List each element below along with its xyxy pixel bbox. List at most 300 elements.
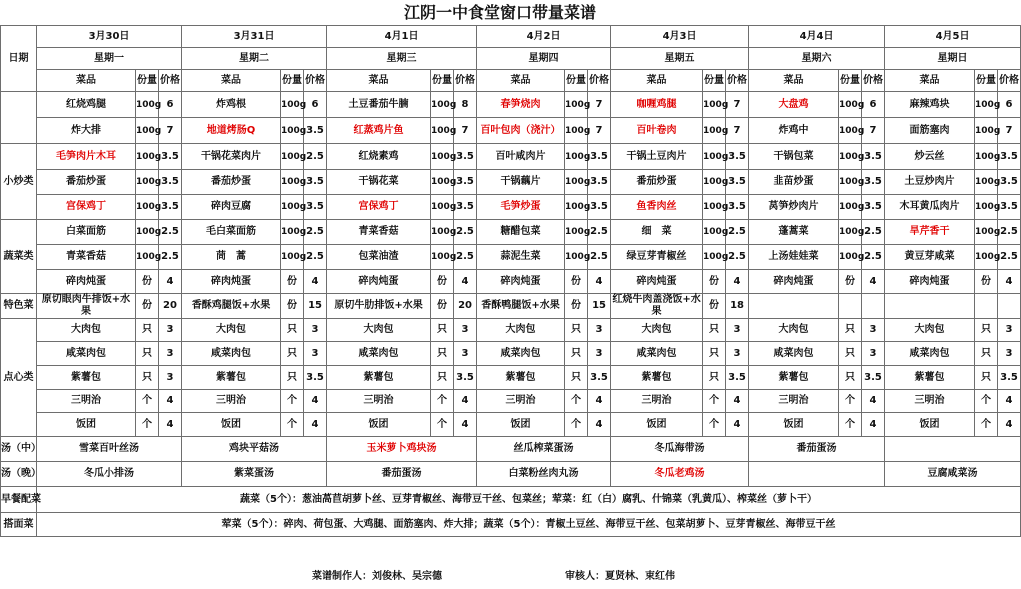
dish-price: 3 (998, 342, 1021, 366)
qty-header: 份量 (281, 70, 304, 92)
dish-name: 面筋塞肉 (885, 118, 975, 144)
dish-name (885, 294, 975, 319)
dish-price: 2.5 (159, 220, 182, 245)
dish-quantity: 100g (136, 220, 159, 245)
dish-name: 干锅包菜 (749, 144, 839, 170)
dish-quantity: 100g (565, 118, 588, 144)
dish-price: 3.5 (454, 195, 477, 220)
table-row (1, 319, 1021, 342)
price-header: 价格 (304, 70, 327, 92)
dish-name: 青菜香菇 (327, 220, 431, 245)
soup-item: 鸡块平菇汤 (182, 437, 327, 462)
dish-name: 碎肉炖蛋 (749, 270, 839, 294)
dish-quantity: 100g (703, 245, 726, 270)
dish-price: 3.5 (726, 170, 749, 195)
dish-quantity: 份 (431, 270, 454, 294)
date-header: 4月4日 (749, 26, 885, 48)
soup-item: 冬瓜海带汤 (611, 437, 749, 462)
breakfast-sides: 蔬菜（5个）：葱油萵苣胡萝卜丝、豆芽青椒丝、海带豆干丝、包菜丝；荤菜：红（白）腐乳、什锦菜（乳黄瓜）、榨菜丝（萝卜干） (37, 487, 1021, 513)
dish-quantity: 份 (565, 270, 588, 294)
soup-label: 汤（中） (1, 437, 37, 462)
price-header: 价格 (726, 70, 749, 92)
dish-name: 大肉包 (182, 319, 281, 342)
dish-quantity: 个 (839, 390, 862, 413)
dish-quantity: 只 (839, 366, 862, 390)
dish-quantity: 100g (565, 144, 588, 170)
dish-name: 红烧鸡腿 (37, 92, 136, 118)
dish-name: 紫薯包 (885, 366, 975, 390)
table-row (1, 170, 1021, 195)
dish-price: 2.5 (454, 220, 477, 245)
category-label: 特色菜 (1, 294, 37, 319)
category-label: 小炒类 (1, 144, 37, 220)
dish-price: 6 (862, 92, 885, 118)
dish-name: 碎肉炖蛋 (37, 270, 136, 294)
dish-name: 碎肉炖蛋 (611, 270, 703, 294)
dish-quantity: 100g (281, 118, 304, 144)
dish-name: 大盘鸡 (749, 92, 839, 118)
dish-name: 大肉包 (749, 319, 839, 342)
dish-price: 3 (862, 342, 885, 366)
dish-price: 3.5 (862, 144, 885, 170)
dish-quantity: 只 (703, 366, 726, 390)
dish-price: 4 (304, 413, 327, 437)
price-header: 价格 (588, 70, 611, 92)
dish-quantity: 100g (839, 92, 862, 118)
dish-price: 3.5 (862, 366, 885, 390)
dish-price: 3 (588, 319, 611, 342)
dish-name: 大肉包 (885, 319, 975, 342)
dish-quantity: 100g (431, 144, 454, 170)
dish-name: 绿豆芽青椒丝 (611, 245, 703, 270)
dish-price: 3.5 (454, 366, 477, 390)
breakfast-label: 早餐配菜 (1, 487, 37, 513)
dish-name: 饭团 (749, 413, 839, 437)
soup-item: 雪菜百叶丝汤 (37, 437, 182, 462)
dish-name: 百叶包肉（浇汁） (477, 118, 565, 144)
dish-quantity: 100g (565, 195, 588, 220)
dish-price: 7 (454, 118, 477, 144)
dish-price: 3.5 (588, 366, 611, 390)
dish-name: 咸菜肉包 (182, 342, 281, 366)
dish-name: 蓬蒿菜 (749, 220, 839, 245)
dish-price: 3.5 (998, 170, 1021, 195)
dish-quantity: 100g (431, 92, 454, 118)
dish-quantity: 只 (839, 342, 862, 366)
menu-table (0, 25, 1021, 537)
date-label: 日期 (1, 26, 37, 92)
page-title: 江阴一中食堂窗口带量菜谱 (403, 3, 596, 22)
dish-price: 4 (726, 270, 749, 294)
dish-quantity: 份 (431, 294, 454, 319)
dish-name: 白菜面筋 (37, 220, 136, 245)
dish-quantity: 只 (136, 319, 159, 342)
dish-name: 炸鸡中 (749, 118, 839, 144)
dish-quantity: 份 (565, 294, 588, 319)
dish-quantity: 100g (565, 220, 588, 245)
dish-price: 4 (454, 413, 477, 437)
dish-price: 4 (588, 390, 611, 413)
dish-name: 香酥鸡腿饭+水果 (182, 294, 281, 319)
dish-price: 3.5 (159, 144, 182, 170)
qty-header: 份量 (431, 70, 454, 92)
dish-price: 7 (998, 118, 1021, 144)
dish-quantity: 只 (975, 366, 998, 390)
date-header: 4月1日 (327, 26, 477, 48)
dish-price: 3 (862, 319, 885, 342)
dish-name: 碎肉炖蛋 (182, 270, 281, 294)
dish-quantity: 100g (136, 195, 159, 220)
dish-price (998, 294, 1021, 319)
dish-quantity: 个 (431, 390, 454, 413)
dish-name: 茼 蒿 (182, 245, 281, 270)
dish-quantity: 份 (839, 270, 862, 294)
dish-quantity: 只 (281, 319, 304, 342)
dish-quantity: 100g (136, 144, 159, 170)
dish-quantity: 个 (281, 390, 304, 413)
dish-quantity: 个 (136, 390, 159, 413)
dish-price: 4 (588, 413, 611, 437)
dish-quantity: 个 (975, 390, 998, 413)
date-header: 4月5日 (885, 26, 1021, 48)
dish-price: 8 (454, 92, 477, 118)
dish-name: 咸菜肉包 (327, 342, 431, 366)
dish-quantity: 100g (839, 195, 862, 220)
dish-name: 韭苗炒蛋 (749, 170, 839, 195)
dish-name: 干锅土豆肉片 (611, 144, 703, 170)
dish-price: 4 (862, 390, 885, 413)
dish-price: 6 (304, 92, 327, 118)
dish-quantity: 100g (839, 220, 862, 245)
dish-price: 3.5 (159, 195, 182, 220)
dish-name: 原切眼肉牛排饭+水果 (37, 294, 136, 319)
dish-name: 上汤娃娃菜 (749, 245, 839, 270)
dish-price: 3 (454, 319, 477, 342)
footer-maker: 菜谱制作人：刘俊林、吴宗德 (312, 571, 442, 582)
dish-quantity: 100g (136, 245, 159, 270)
noodle-sides: 荤菜（5个）：碎肉、荷包蛋、大鸡腿、面筋塞肉、炸大排；蔬菜（5个）：青椒土豆丝、海带豆干丝、包菜胡萝卜、豆芽青椒丝、海带豆干丝 (37, 513, 1021, 537)
dish-price: 2.5 (998, 220, 1021, 245)
dish-price: 3.5 (998, 366, 1021, 390)
dish-name: 干锅花菜肉片 (182, 144, 281, 170)
dish-price: 3.5 (862, 195, 885, 220)
dish-quantity: 份 (136, 294, 159, 319)
dish-header: 菜品 (611, 70, 703, 92)
dish-price: 3.5 (588, 170, 611, 195)
dish-price: 3 (454, 342, 477, 366)
dish-name: 碎肉炖蛋 (885, 270, 975, 294)
weekday-header: 星期四 (477, 48, 611, 70)
weekday-header: 星期二 (182, 48, 327, 70)
dish-name: 三明治 (885, 390, 975, 413)
dish-name: 毛笋炒蛋 (477, 195, 565, 220)
dish-header: 菜品 (182, 70, 281, 92)
dish-price: 6 (159, 92, 182, 118)
dish-price: 20 (454, 294, 477, 319)
dish-quantity: 100g (431, 170, 454, 195)
dish-quantity: 100g (281, 245, 304, 270)
dish-name: 红烧素鸡 (327, 144, 431, 170)
dish-quantity: 100g (431, 220, 454, 245)
dish-price: 3 (304, 342, 327, 366)
dish-price: 4 (862, 270, 885, 294)
dish-quantity: 100g (703, 170, 726, 195)
category-label: 点心类 (1, 319, 37, 437)
table-row (1, 342, 1021, 366)
dish-price: 2.5 (159, 245, 182, 270)
table-row (1, 462, 1021, 487)
soup-item: 番茄蛋汤 (749, 437, 885, 462)
qty-header: 份量 (565, 70, 588, 92)
dish-name: 细 菜 (611, 220, 703, 245)
dish-name: 木耳黄瓜肉片 (885, 195, 975, 220)
dish-name: 咸菜肉包 (37, 342, 136, 366)
dish-name: 毛白菜面筋 (182, 220, 281, 245)
dish-price: 3.5 (862, 170, 885, 195)
dish-price: 2.5 (304, 144, 327, 170)
dish-price: 4 (726, 390, 749, 413)
qty-header: 份量 (839, 70, 862, 92)
dish-name: 三明治 (611, 390, 703, 413)
dish-name: 大肉包 (611, 319, 703, 342)
dish-price: 3.5 (726, 366, 749, 390)
dish-name: 莴笋炒肉片 (749, 195, 839, 220)
dish-name: 糖醋包菜 (477, 220, 565, 245)
dish-name: 大肉包 (327, 319, 431, 342)
dish-price: 4 (998, 413, 1021, 437)
price-header: 价格 (862, 70, 885, 92)
weekday-header: 星期三 (327, 48, 477, 70)
dish-name: 紫薯包 (37, 366, 136, 390)
dish-name: 紫薯包 (477, 366, 565, 390)
soup-item (885, 437, 1021, 462)
dish-name: 宫保鸡丁 (37, 195, 136, 220)
dish-header: 菜品 (477, 70, 565, 92)
dish-quantity: 100g (431, 245, 454, 270)
dish-quantity: 个 (281, 413, 304, 437)
price-header: 价格 (998, 70, 1021, 92)
date-header: 4月2日 (477, 26, 611, 48)
date-header: 3月30日 (37, 26, 182, 48)
dish-quantity: 只 (565, 366, 588, 390)
soup-label: 汤（晚） (1, 462, 37, 487)
dish-price: 3 (159, 342, 182, 366)
date-header: 3月31日 (182, 26, 327, 48)
dish-price: 7 (726, 118, 749, 144)
dish-name: 番茄炒蛋 (182, 170, 281, 195)
soup-item: 紫菜蛋汤 (182, 462, 327, 487)
qty-header: 份量 (136, 70, 159, 92)
dish-quantity: 份 (136, 270, 159, 294)
dish-name: 紫薯包 (182, 366, 281, 390)
table-row (1, 270, 1021, 294)
dish-price: 3 (159, 319, 182, 342)
dish-quantity: 100g (565, 245, 588, 270)
dish-price: 7 (726, 92, 749, 118)
dish-price: 4 (454, 390, 477, 413)
price-header: 价格 (454, 70, 477, 92)
dish-price: 15 (304, 294, 327, 319)
dish-quantity: 个 (839, 413, 862, 437)
dish-quantity: 只 (975, 342, 998, 366)
dish-name: 三明治 (37, 390, 136, 413)
dish-quantity: 份 (703, 270, 726, 294)
soup-item: 白菜粉丝肉丸汤 (477, 462, 611, 487)
dish-quantity: 100g (975, 220, 998, 245)
dish-name: 百叶咸肉片 (477, 144, 565, 170)
dish-price: 4 (159, 413, 182, 437)
dish-price: 2.5 (862, 220, 885, 245)
weekday-header: 星期五 (611, 48, 749, 70)
dish-price: 7 (159, 118, 182, 144)
dish-price: 20 (159, 294, 182, 319)
table-row (1, 48, 1021, 70)
dish-quantity: 份 (975, 270, 998, 294)
dish-price: 15 (588, 294, 611, 319)
dish-quantity: 100g (281, 144, 304, 170)
dish-quantity: 只 (136, 342, 159, 366)
dish-name: 三明治 (749, 390, 839, 413)
table-row (1, 118, 1021, 144)
dish-price: 2.5 (998, 245, 1021, 270)
category-label: 蔬菜类 (1, 220, 37, 294)
table-row (1, 513, 1021, 537)
weekday-header: 星期六 (749, 48, 885, 70)
dish-quantity: 100g (136, 118, 159, 144)
dish-name: 春笋烧肉 (477, 92, 565, 118)
table-row (1, 245, 1021, 270)
dish-quantity: 100g (281, 195, 304, 220)
dish-quantity: 100g (703, 220, 726, 245)
dish-name: 三明治 (327, 390, 431, 413)
dish-quantity: 个 (565, 413, 588, 437)
dish-name: 三明治 (182, 390, 281, 413)
weekday-header: 星期一 (37, 48, 182, 70)
soup-item: 冬瓜老鸡汤 (611, 462, 749, 487)
dish-price: 3 (726, 342, 749, 366)
dish-price: 3.5 (588, 144, 611, 170)
dish-name: 旱芹香干 (885, 220, 975, 245)
dish-header: 菜品 (37, 70, 136, 92)
dish-name: 番茄炒蛋 (611, 170, 703, 195)
dish-price: 4 (304, 390, 327, 413)
dish-name: 麻辣鸡块 (885, 92, 975, 118)
dish-name: 咖喱鸡腿 (611, 92, 703, 118)
dish-quantity: 只 (565, 342, 588, 366)
dish-price: 4 (998, 270, 1021, 294)
dish-name: 包菜油渣 (327, 245, 431, 270)
soup-item: 丝瓜榨菜蛋汤 (477, 437, 611, 462)
footer-reviewer: 审核人：夏贤林、束红伟 (565, 571, 675, 582)
dish-name: 红烧牛肉盖浇饭+水果 (612, 294, 701, 317)
dish-name: 咸菜肉包 (477, 342, 565, 366)
dish-quantity: 100g (431, 195, 454, 220)
dish-quantity: 只 (431, 342, 454, 366)
dish-quantity: 只 (431, 319, 454, 342)
dish-quantity: 只 (281, 342, 304, 366)
dish-price: 3.5 (304, 170, 327, 195)
dish-name: 咸菜肉包 (749, 342, 839, 366)
dish-name: 碎肉炖蛋 (327, 270, 431, 294)
dish-quantity: 100g (281, 220, 304, 245)
dish-price: 3.5 (726, 195, 749, 220)
dish-price: 4 (588, 270, 611, 294)
dish-price: 2.5 (588, 245, 611, 270)
dish-quantity: 100g (703, 118, 726, 144)
dish-name: 土豆番茄牛腩 (327, 92, 431, 118)
dish-price: 2.5 (726, 245, 749, 270)
dish-name: 碎肉豆腐 (182, 195, 281, 220)
dish-name: 地道烤肠Q (182, 118, 281, 144)
dish-price: 3.5 (998, 144, 1021, 170)
dish-price: 4 (159, 270, 182, 294)
dish-name: 饭团 (477, 413, 565, 437)
soup-item: 番茄蛋汤 (327, 462, 477, 487)
dish-name: 碎肉炖蛋 (477, 270, 565, 294)
dish-name: 大肉包 (37, 319, 136, 342)
dish-price: 4 (454, 270, 477, 294)
dish-price: 2.5 (304, 220, 327, 245)
dish-quantity: 只 (281, 366, 304, 390)
dish-quantity: 100g (431, 118, 454, 144)
dish-name: 饭团 (37, 413, 136, 437)
dish-price: 18 (726, 294, 749, 319)
table-row (1, 487, 1021, 513)
dish-price: 3 (726, 319, 749, 342)
dish-quantity: 只 (703, 319, 726, 342)
dish-name: 三明治 (477, 390, 565, 413)
dish-name: 干锅花菜 (327, 170, 431, 195)
soup-item: 豆腐咸菜汤 (885, 462, 1021, 487)
dish-price: 2.5 (862, 245, 885, 270)
dish-name (749, 294, 839, 319)
dish-price: 3.5 (304, 366, 327, 390)
dish-name: 咸菜肉包 (611, 342, 703, 366)
qty-header: 份量 (703, 70, 726, 92)
dish-price: 3.5 (454, 170, 477, 195)
price-header: 价格 (159, 70, 182, 92)
dish-quantity: 个 (565, 390, 588, 413)
dish-quantity: 100g (281, 92, 304, 118)
dish-quantity: 只 (975, 319, 998, 342)
dish-quantity: 100g (839, 245, 862, 270)
table-row (1, 390, 1021, 413)
dish-name: 紫薯包 (749, 366, 839, 390)
dish-name: 蒜泥生菜 (477, 245, 565, 270)
table-row (1, 220, 1021, 245)
dish-header: 菜品 (749, 70, 839, 92)
dish-name: 饭团 (327, 413, 431, 437)
dish-price: 3 (588, 342, 611, 366)
dish-price: 2.5 (454, 245, 477, 270)
table-row (1, 70, 1021, 92)
dish-price: 3.5 (159, 170, 182, 195)
dish-quantity: 100g (703, 195, 726, 220)
soup-item (749, 462, 885, 487)
category-label (1, 92, 37, 144)
dish-quantity: 100g (281, 170, 304, 195)
dish-price: 4 (726, 413, 749, 437)
dish-price: 3 (304, 319, 327, 342)
dish-name: 炸大排 (37, 118, 136, 144)
dish-quantity: 份 (703, 294, 726, 319)
dish-price: 4 (304, 270, 327, 294)
dish-name: 饭团 (885, 413, 975, 437)
dish-price: 3 (998, 319, 1021, 342)
soup-item: 冬瓜小排汤 (37, 462, 182, 487)
dish-price: 4 (998, 390, 1021, 413)
dish-name: 紫薯包 (611, 366, 703, 390)
